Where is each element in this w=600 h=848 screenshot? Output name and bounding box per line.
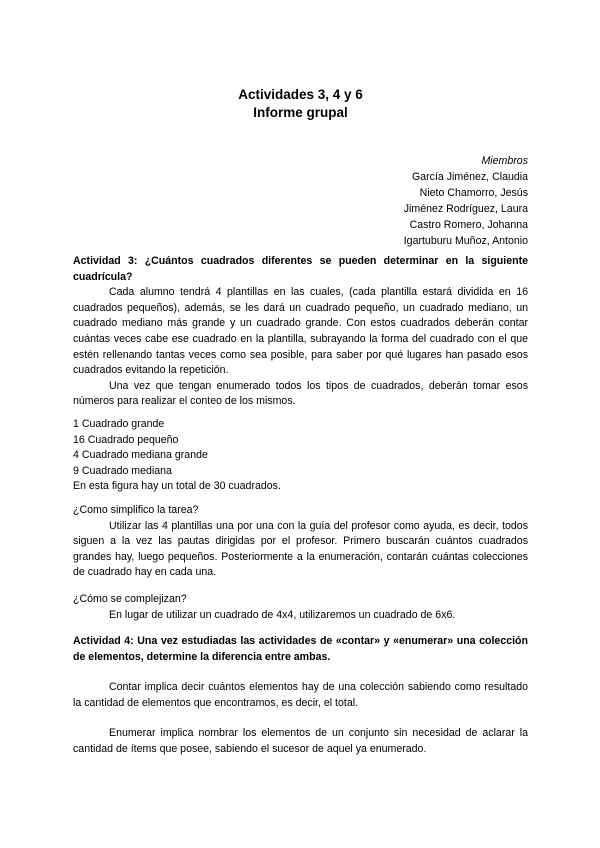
simplify-section [73,503,528,581]
activity4-paragraph-1: Contar implica decir cuántos elementos hay de una colección sabiendo como resultado la cantidad de elementos que encontramos, es decir, el total. [73,681,528,709]
activity4-section [73,634,528,758]
spacer [73,665,528,680]
activity4-paragraph-2: Enumerar implica nombrar los elementos de un conjunto sin necesidad de aclarar la cantidad de ítems que posee, sabiendo el sucesor de aquel ya enumerado. [73,727,528,755]
member-name: Jiménez Rodríguez, Laura [403,203,528,215]
list-item: 9 Cuadrado mediana [73,464,172,477]
list-item: 4 Cuadrado mediana grande [73,449,208,462]
activity3-section [73,254,528,410]
complexify-paragraph: En lugar de utilizar un cuadrado de 4x4, utilizaremos un cuadrado de 6x6. [109,608,456,621]
activity4-heading: Actividad 4: Una vez estudiadas las actividades de «contar» y «enumerar» una colección de elementos, determine la diferencia entre ambas. [73,635,528,663]
simplify-paragraph: Utilizar las 4 plantillas una por una con la guía del profesor como ayuda, es decir, todos siguen a la vez las pautas dirigidas por el profesor. Primero buscarán cuántos cuadrados grandes hay, luego pequeños. Posteriormente a la enumeración, contarán cuántas colecciones de cuadrado hay en cada una. [73,519,528,579]
document-page [73,0,528,848]
member-name: Nieto Chamorro, Jesús [419,187,528,199]
list-item: 16 Cuadrado pequeño [73,433,179,446]
list-item: En esta figura hay un total de 30 cuadrados. [73,480,281,493]
member-name: Igartuburu Muñoz, Antonio [403,235,528,247]
activity3-paragraph-2: Una vez que tengan enumerado todos los tipos de cuadrados, deberán tomar esos números para realizar el conteo de los mismos. [73,379,528,408]
square-count-list [73,417,528,495]
document-title: Actividades 3, 4 y 6 [238,87,363,102]
spacer [73,711,528,726]
members-heading: Miembros [481,155,528,167]
complexify-question: ¿Cómo se complejizan? [73,593,187,605]
list-item: 1 Cuadrado grande [73,418,165,430]
simplify-question: ¿Como simplifico la tarea? [73,504,199,516]
complexify-section [73,592,528,623]
document-subtitle: Informe grupal [253,105,348,120]
members-block [404,153,528,249]
member-name: García Jiménez, Claudia [412,171,528,183]
activity3-heading: Actividad 3: ¿Cuántos cuadrados diferentes se pueden determinar en la siguiente cuadrícula? [73,255,528,283]
member-name: Castro Romero, Johanna [409,219,528,231]
activity3-paragraph-1: Cada alumno tendrá 4 plantillas en las cuales, (cada plantilla estará dividida en 16 cuadrados pequeños), además, se les dará un cuadrado pequeño, un cuadrado mediano, un cuadrado mediano más grande y un cuadrado grande. Con estos cuadrados deberán contar cuántas veces cabe ese cuadrado en la plantilla, subrayando la forma del cuadrado con el que estén rellenando tantas veces como sea posible, para saber por qué lugares han pasado esos cuadrados evitando la repetición. [73,286,528,377]
